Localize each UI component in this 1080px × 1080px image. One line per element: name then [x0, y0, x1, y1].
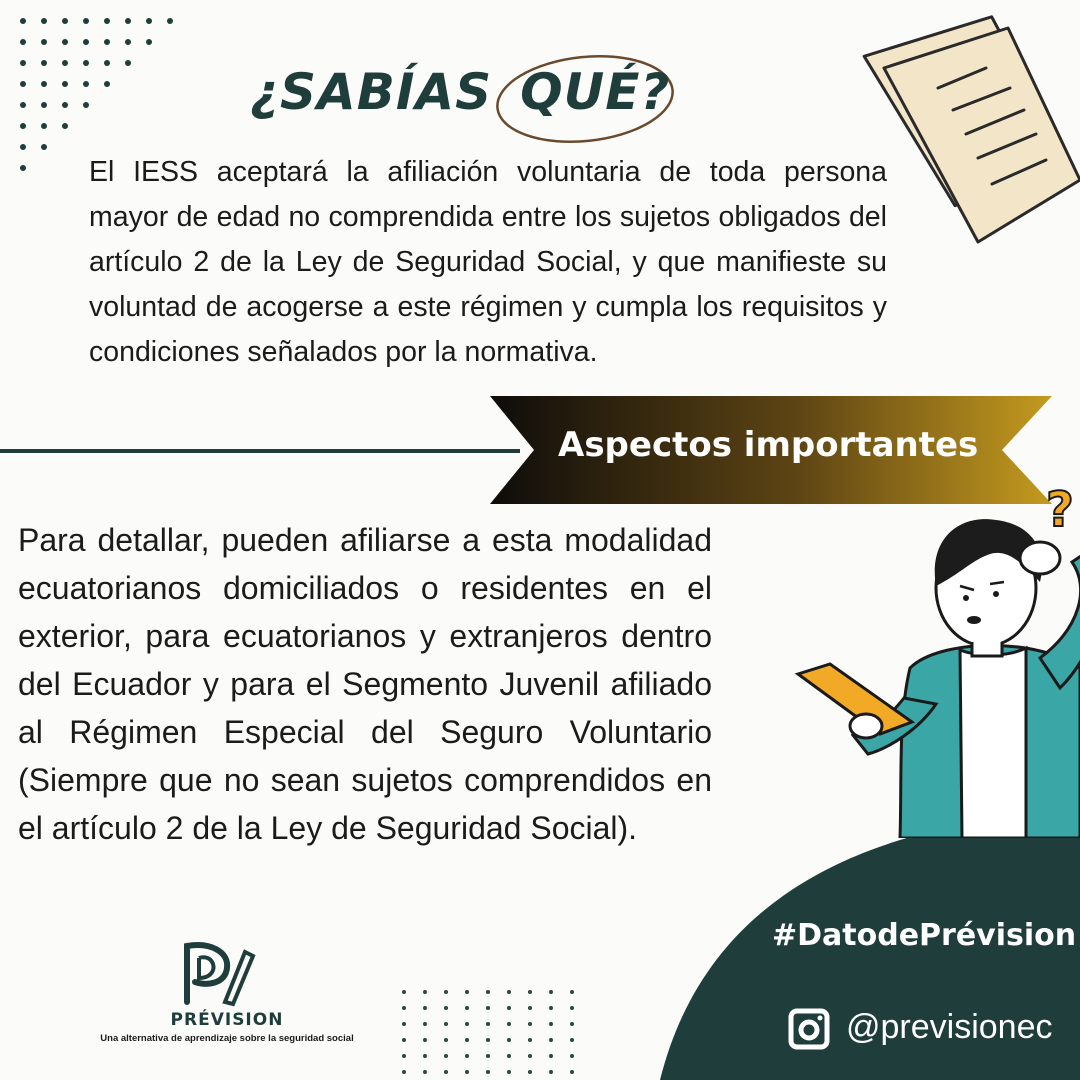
section-divider: [0, 449, 520, 453]
decorative-dot: [528, 990, 532, 994]
logo-pencil-p-icon: [177, 938, 257, 1008]
instagram-icon: [788, 1008, 830, 1050]
decorative-dot: [486, 990, 490, 994]
decorative-dot: [570, 1054, 574, 1058]
decorative-dot: [507, 1006, 511, 1010]
decorative-dot: [486, 1070, 490, 1074]
hashtag-text: #DatodePrévision: [772, 918, 1077, 953]
decorative-dot: [549, 1038, 553, 1042]
decorative-dot: [402, 1006, 406, 1010]
decorative-dot: [570, 1070, 574, 1074]
decorative-dot: [423, 1022, 427, 1026]
decorative-dot: [549, 1022, 553, 1026]
decorative-dot: [465, 1070, 469, 1074]
prevision-logo: [82, 938, 352, 1048]
decorative-dot: [486, 1022, 490, 1026]
title-part-one: ¿SABÍAS: [250, 63, 493, 121]
decorative-dot: [486, 1006, 490, 1010]
decorative-dot: [465, 1006, 469, 1010]
decorative-dot: [444, 1022, 448, 1026]
decorative-dot: [423, 1070, 427, 1074]
decorative-dot: [528, 1070, 532, 1074]
decorative-dot: [402, 990, 406, 994]
decorative-dot: [507, 990, 511, 994]
page-title: [250, 52, 684, 132]
decorative-dot: [528, 1022, 532, 1026]
decorative-dot: [423, 1054, 427, 1058]
decorative-dot: [528, 1006, 532, 1010]
intro-paragraph: El IESS aceptará la afiliación voluntaria de toda persona mayor de edad no comprendida entre los sujetos obligados del artículo 2 de la Ley de Seguridad Social, y que manifieste su voluntad de acogerse a este régimen y cumpla los requisitos y condiciones señalados por la normativa.: [89, 156, 887, 368]
decorative-dot: [465, 1054, 469, 1058]
logo-name: PRÉVISION: [170, 1010, 284, 1030]
instagram-handle[interactable]: @previsionec: [846, 1008, 1053, 1046]
decorative-dot: [465, 990, 469, 994]
decorative-dot: [507, 1054, 511, 1058]
decorative-dot: [465, 1022, 469, 1026]
decorative-dot: [423, 1038, 427, 1042]
confused-person-illustration: [790, 478, 1080, 838]
decorative-dot: [402, 1054, 406, 1058]
decorative-dot: [486, 1054, 490, 1058]
decorative-dot: [402, 1022, 406, 1026]
decorative-dot: [402, 1070, 406, 1074]
decorative-dot: [570, 1006, 574, 1010]
decorative-dot: [528, 1038, 532, 1042]
decorative-dot: [507, 1070, 511, 1074]
decorative-dot: [465, 1038, 469, 1042]
decorative-dot: [444, 1054, 448, 1058]
decorative-dot: [423, 1006, 427, 1010]
documents-illustration: [858, 10, 1080, 250]
decorative-dot: [549, 990, 553, 994]
decorative-dot: [549, 1054, 553, 1058]
decorative-dot: [486, 1038, 490, 1042]
logo-tagline: Una alternativa de aprendizaje sobre la seguridad social: [100, 1033, 354, 1044]
decorative-dot: [444, 1006, 448, 1010]
detail-paragraph: Para detallar, pueden afiliarse a esta modalidad ecuatorianos domiciliados o residentes en el exterior, para ecuatorianos y extranjeros dentro del Ecuador y para el Segmento Juvenil afiliado al Régimen Especial del Seguro Voluntario (Siempre que no sean sujetos comprendidos en el artículo 2 de la Ley de Seguridad Social).: [18, 522, 712, 846]
decorative-dot: [549, 1006, 553, 1010]
decorative-dot: [507, 1038, 511, 1042]
title-part-two: QUÉ?: [506, 63, 684, 121]
decorative-dot: [444, 990, 448, 994]
decorative-dot: [570, 1022, 574, 1026]
decorative-dot: [444, 1038, 448, 1042]
decorative-dot: [402, 1038, 406, 1042]
decorative-dot: [570, 990, 574, 994]
decorative-dot: [423, 990, 427, 994]
banner-label: Aspectos importantes: [558, 425, 979, 465]
decorative-dot: [507, 1022, 511, 1026]
decorative-dot: [444, 1070, 448, 1074]
decorative-dot: [549, 1070, 553, 1074]
decorative-dot: [528, 1054, 532, 1058]
decorative-dot: [570, 1038, 574, 1042]
svg-text:?: ?: [1046, 482, 1074, 538]
